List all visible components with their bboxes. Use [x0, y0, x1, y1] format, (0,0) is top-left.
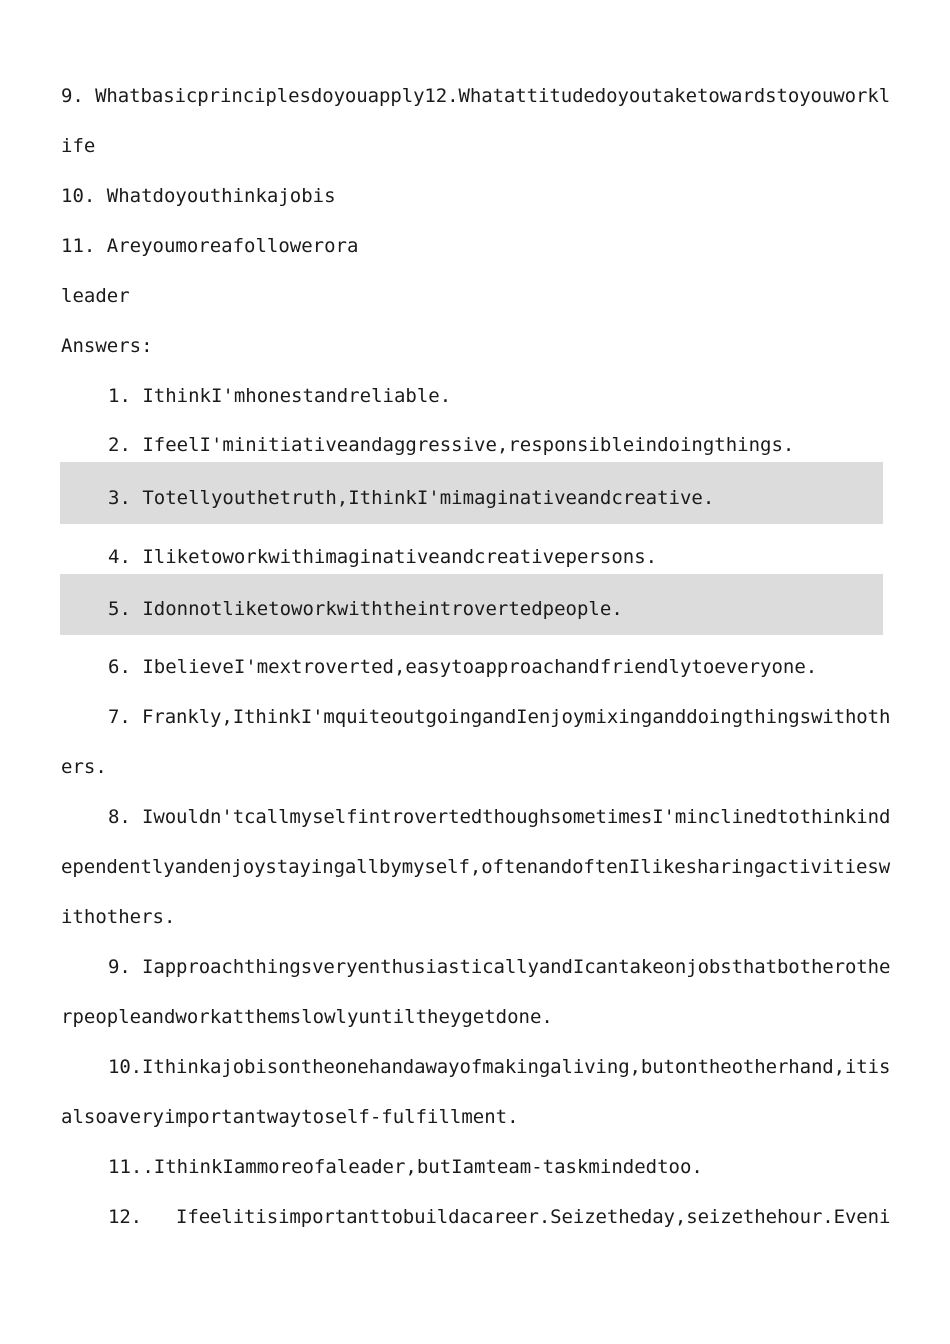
answer-10-line-2: alsoaveryimportantwaytoself-fulfillment. — [61, 1106, 519, 1128]
answer-12: 12. Ifeelitisimportanttobuildacareer.Seizetheday,seizethehour.Eveni — [108, 1206, 891, 1228]
answer-6: 6. IbelieveI'mextroverted,easytoapproachandfriendlytoeveryone. — [108, 656, 818, 678]
answer-5: 5. Idonnotliketoworkwiththeintrovertedpeople. — [108, 598, 623, 620]
answer-3: 3. Totellyouthetruth,IthinkI'mimaginativeandcreative. — [108, 487, 715, 509]
answer-11: 11..IthinkIammoreofaleader,butIamteam-taskmindedtoo. — [108, 1156, 703, 1178]
question-11-line-2: leader — [61, 285, 130, 307]
answer-9-line-2: rpeopleandworkatthemslowlyuntiltheygetdone. — [61, 1006, 553, 1028]
answers-heading: Answers: — [61, 335, 153, 357]
question-9-line-2: ife — [61, 135, 96, 157]
answer-1: 1. IthinkI'mhonestandreliable. — [108, 385, 452, 407]
answer-7-line-2: ers. — [61, 756, 107, 778]
question-11-line-1: 11. Areyoumoreafollowerora — [61, 235, 359, 257]
answer-8-line-2: ependentlyandenjoystayingallbymyself,oftenandoftenIlikesharingactivitiesw — [61, 856, 891, 878]
answer-10-line-1: 10.Ithinkajobisontheonehandawayofmakingaliving,butontheotherhand,itis — [108, 1056, 891, 1078]
answer-4: 4. Iliketoworkwithimaginativeandcreativepersons. — [108, 546, 658, 568]
answer-7-line-1: 7. Frankly,IthinkI'mquiteoutgoingandIenjoymixinganddoingthingswithoth — [108, 706, 891, 728]
question-9-line-1: 9. Whatbasicprinciplesdoyouapply12.Whatattitudedoyoutaketowardstoyouworkl — [61, 85, 891, 107]
question-10: 10. Whatdoyouthinkajobis — [61, 185, 336, 207]
answer-8-line-3: ithothers. — [61, 906, 176, 928]
answer-9-line-1: 9. IapproachthingsveryenthusiasticallyandIcantakeonjobsthatbotherothe — [108, 956, 891, 978]
answer-8-line-1: 8. Iwouldn'tcallmyselfintrovertedthoughsometimesI'minclinedtothinkind — [108, 806, 891, 828]
answer-2: 2. IfeelI'minitiativeandaggressive,responsibleindoingthings. — [108, 434, 795, 456]
